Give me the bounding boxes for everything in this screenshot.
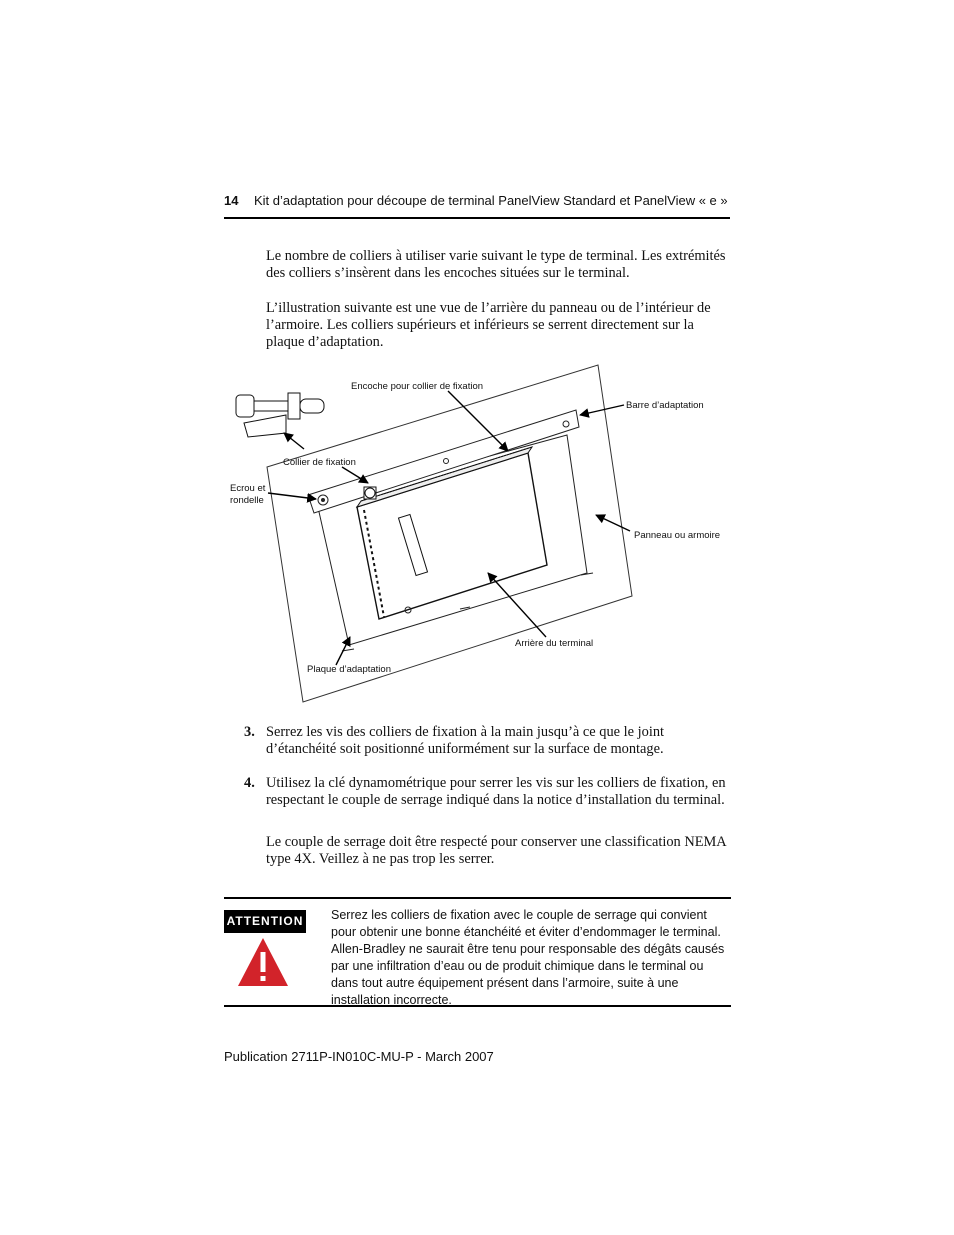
attention-bottom-rule: [224, 1005, 731, 1007]
header-title: Kit d’adaptation pour découpe de terminal PanelView Standard et PanelView « e »: [254, 193, 728, 208]
mounting-illustration: [224, 355, 734, 710]
label-panneau: Panneau ou armoire: [634, 530, 721, 541]
warning-triangle-icon: [236, 936, 290, 988]
attention-badge: ATTENTION: [224, 910, 306, 933]
step-4-number: 4.: [244, 775, 255, 791]
label-ecrou-line2: rondelle: [230, 495, 264, 506]
label-plaque: Plaque d’adaptation: [307, 664, 391, 675]
step-3-number: 3.: [244, 724, 255, 740]
clamp-detail: [236, 393, 324, 437]
page-header: [224, 191, 730, 219]
step-3-text: Serrez les vis des colliers de fixation à la main jusqu’à ce que le joint d’étanchéité soit positionné uniformément sur la surface de montage.: [266, 724, 665, 758]
label-collier: Collier de fixation: [283, 457, 356, 468]
publication-footer: Publication 2711P-IN010C-MU-P - March 2007: [224, 1049, 494, 1064]
page-number: 14: [224, 193, 239, 208]
torque-note: Le couple de serrage doit être respecté pour conserver une classification NEMA type 4X. Veillez à ne pas trop les serrer.: [266, 834, 726, 868]
illustration-paragraph: L’illustration suivante est une vue de l’arrière du panneau ou de l’intérieur de l’armoire. Les colliers supérieurs et inférieurs se serrent directement sur la plaque d’adaptation.: [266, 300, 711, 351]
intro-paragraph: Le nombre de colliers à utiliser varie suivant le type de terminal. Les extrémités des colliers s’insèrent dans les encoches situées sur le terminal.: [266, 248, 726, 282]
attention-top-rule: [224, 897, 731, 899]
label-encoche: Encoche pour collier de fixation: [351, 381, 484, 392]
label-barre: Barre d’adaptation: [626, 400, 704, 411]
label-arriere: Arrière du terminal: [515, 638, 594, 649]
step-4-text: Utilisez la clé dynamométrique pour serrer les vis sur les colliers de fixation, en respectant le couple de serrage indiqué dans la notice d’installation du terminal.: [266, 775, 726, 809]
label-ecrou-line1: Ecrou et: [230, 483, 266, 494]
attention-text: Serrez les colliers de fixation avec le couple de serrage qui convient pour obtenir une bonne étanchéité et éviter d’endommager le terminal. Allen-Bradley ne saurait être tenu pour responsable des dégâts causés par une infiltration d’eau ou de produit chimique dans le terminal ou dans tout autre équipement présent dans l’armoire, suite à une installation incorrecte.: [331, 908, 725, 1007]
